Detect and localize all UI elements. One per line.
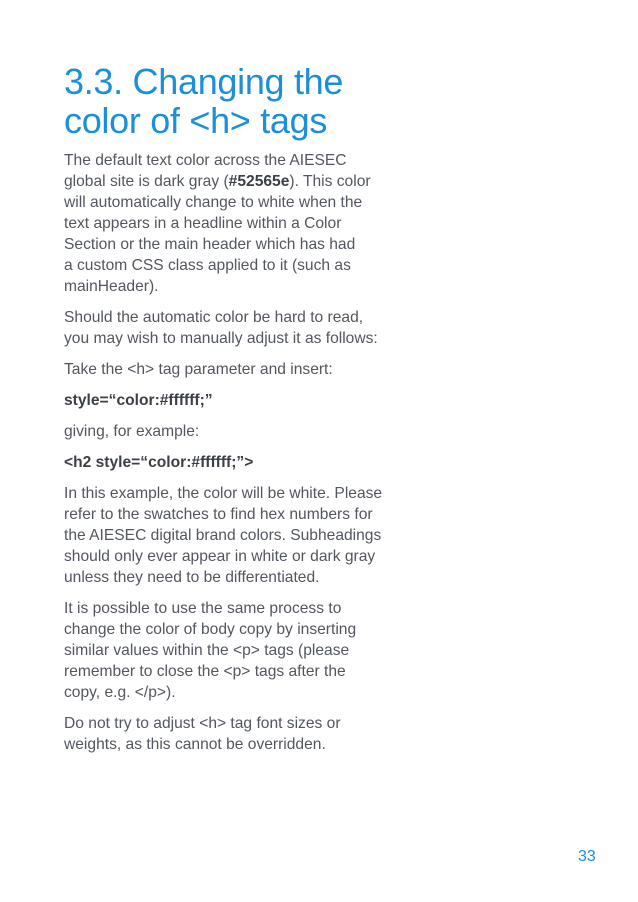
white-line-3: the AIESEC digital brand colors. Subheadings <box>64 527 382 544</box>
body-copy-line-5: copy, e.g. </p>). <box>64 684 176 701</box>
body-copy-line-3: similar values within the <p> tags (please <box>64 642 350 659</box>
adjust-line-1: Should the automatic color be hard to read, <box>64 309 364 326</box>
intro-line-7: mainHeader). <box>64 278 159 295</box>
body-copy-line-4: remember to close the <p> tags after the <box>64 663 346 680</box>
intro-line-3: will automatically change to white when the <box>64 194 363 211</box>
intro-line-6: a custom CSS class applied to it (such as <box>64 257 351 274</box>
intro-line-4: text appears in a headline within a Color <box>64 215 342 232</box>
intro-paragraph <box>64 150 404 297</box>
white-line-1: In this example, the color will be white. Please <box>64 485 383 502</box>
intro-line-2-pre: global site is dark gray ( <box>64 173 229 190</box>
intro-line-5: Section or the main header which has had <box>64 236 356 253</box>
example-intro: giving, for example: <box>64 423 200 440</box>
page-number: 33 <box>578 848 596 865</box>
hex-color-code: #52565e <box>228 173 290 190</box>
white-line-4: should only ever appear in white or dark gray <box>64 548 376 565</box>
font-warning-line-1: Do not try to adjust <h> tag font sizes or <box>64 715 341 732</box>
font-warning-line-2: weights, as this cannot be overridden. <box>64 736 326 753</box>
style-code-example: style=“color:#ffffff;” <box>64 392 213 409</box>
adjust-paragraph <box>64 307 404 349</box>
h2-code-example: <h2 style=“color:#ffffff;”> <box>64 454 254 471</box>
section-heading <box>64 62 404 140</box>
white-line-5: unless they need to be differentiated. <box>64 569 320 586</box>
section-heading-line-2: color of <h> tags <box>64 100 328 141</box>
white-color-paragraph <box>64 483 404 588</box>
intro-line-2-post: ). This color <box>289 173 371 190</box>
intro-line-1: The default text color across the AIESEC <box>64 152 347 169</box>
body-copy-line-2: change the color of body copy by inserting <box>64 621 357 638</box>
insert-instruction: Take the <h> tag parameter and insert: <box>64 361 333 378</box>
adjust-line-2: you may wish to manually adjust it as follows: <box>64 330 378 347</box>
white-line-2: refer to the swatches to find hex numbers for <box>64 506 373 523</box>
body-copy-paragraph <box>64 598 404 703</box>
section-heading-line-1: 3.3. Changing the <box>64 61 344 102</box>
page-content <box>64 62 404 765</box>
font-warning-paragraph <box>64 713 404 755</box>
body-copy-line-1: It is possible to use the same process to <box>64 600 342 617</box>
